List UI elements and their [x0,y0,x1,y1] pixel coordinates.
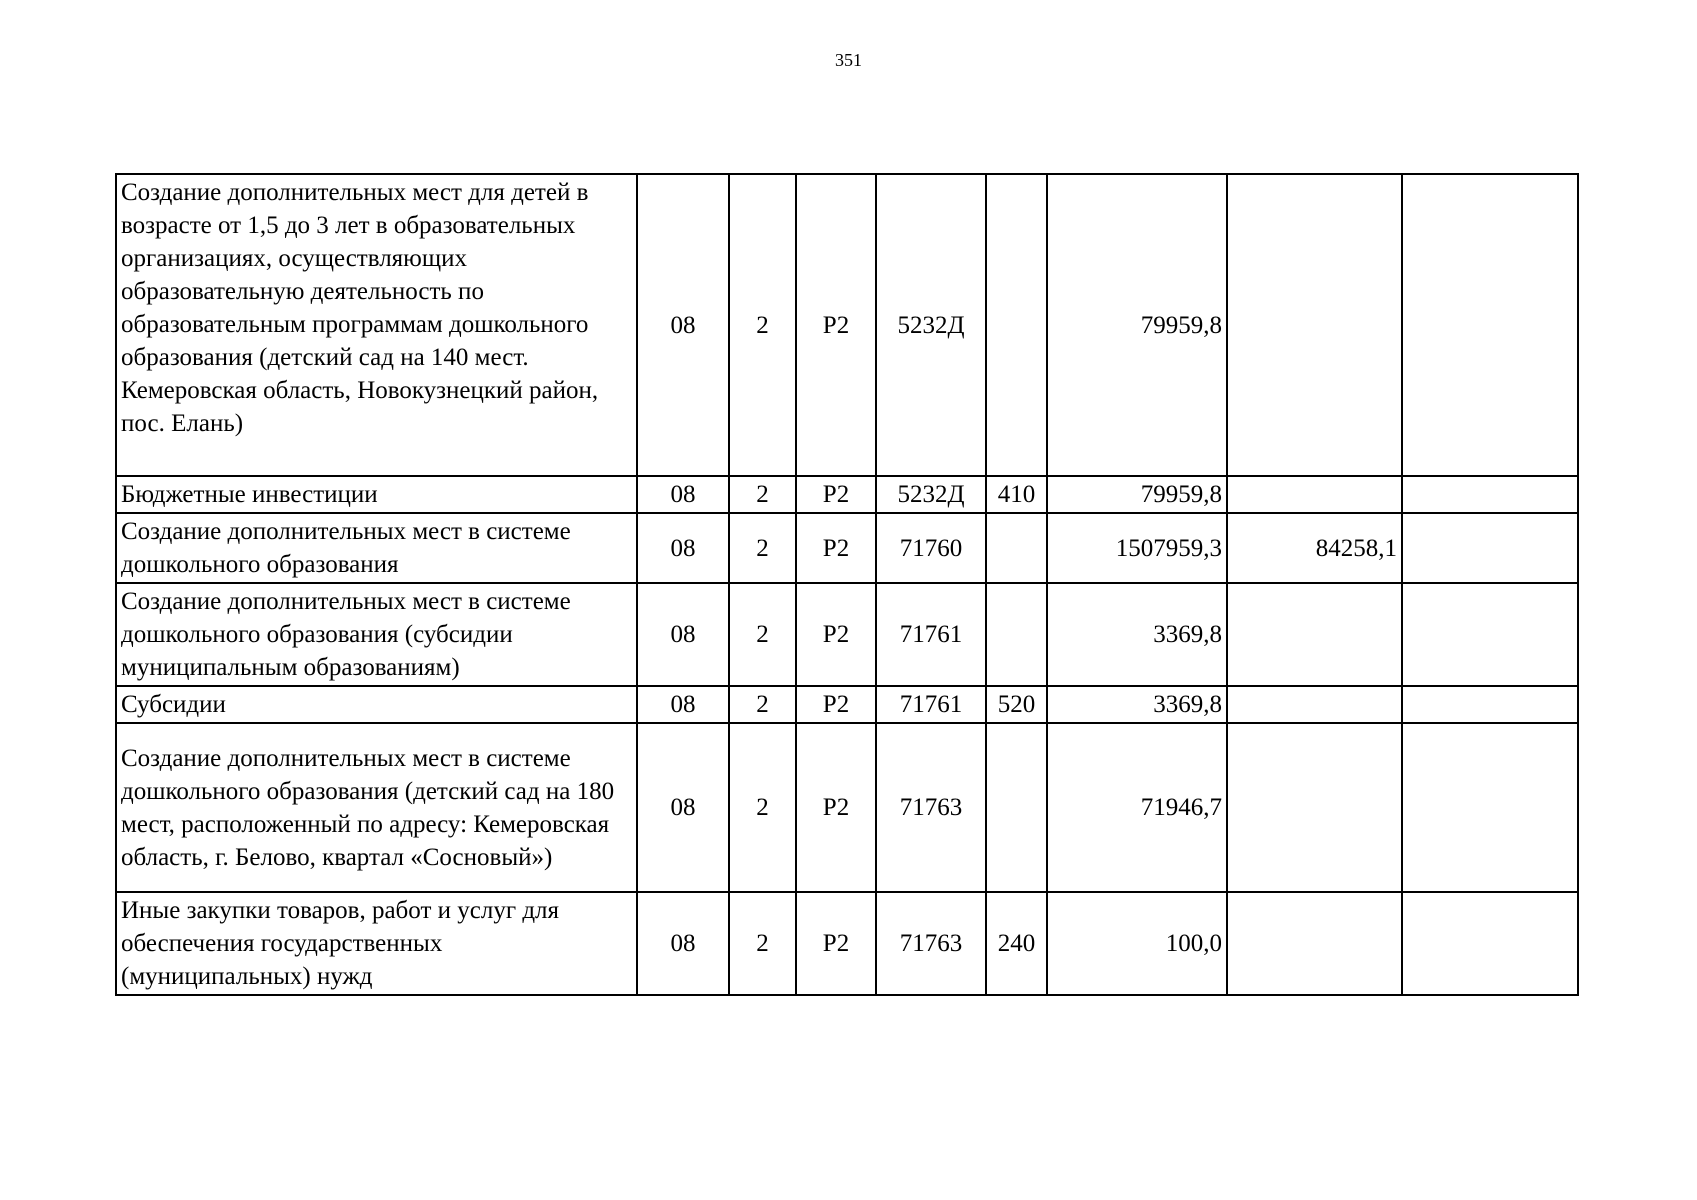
row-expense-type: 410 [986,476,1047,513]
row-sum-2 [1227,723,1402,892]
row-sum-3 [1402,513,1578,583]
row-name: Бюджетные инвестиции [116,476,637,513]
row-program: Р2 [796,686,876,723]
row-expense-type [986,583,1047,686]
row-sum-2 [1227,476,1402,513]
row-sum-2 [1227,174,1402,476]
table-row [116,892,1578,995]
row-sum-2 [1227,892,1402,995]
row-expense-type [986,723,1047,892]
row-program: Р2 [796,174,876,476]
row-section: 08 [637,513,729,583]
page-number: 351 [835,50,862,70]
row-name: Создание дополнительных мест в системе дошкольного образования [116,513,637,583]
row-direction: 71763 [876,892,986,995]
row-name: Создание дополнительных мест для детей в возрасте от 1,5 до 3 лет в образовательных организациях, осуществляющих образовательную деятельность по образовательным программам дошкольного образования (детский сад на 140 мест. Кемеровская область, Новокузнецкий район, пос. Елань) [116,174,637,476]
row-sum-3 [1402,723,1578,892]
row-name: Создание дополнительных мест в системе дошкольного образования (детский сад на 180 мест, расположенный по адресу: Кемеровская область, г. Белово, квартал «Сосновый») [116,723,637,892]
budget-table [115,173,1579,996]
row-direction: 71763 [876,723,986,892]
row-sum-1: 79959,8 [1047,476,1227,513]
row-sum-1: 3369,8 [1047,583,1227,686]
row-sum-2: 84258,1 [1227,513,1402,583]
row-direction: 71760 [876,513,986,583]
row-expense-type [986,174,1047,476]
row-direction: 5232Д [876,476,986,513]
row-section: 08 [637,686,729,723]
row-direction: 71761 [876,686,986,723]
row-direction: 5232Д [876,174,986,476]
row-program: Р2 [796,513,876,583]
row-program: Р2 [796,892,876,995]
row-expense-type: 240 [986,892,1047,995]
row-subsection: 2 [729,723,796,892]
row-expense-type: 520 [986,686,1047,723]
row-program: Р2 [796,723,876,892]
table-row [116,476,1578,513]
row-sum-3 [1402,583,1578,686]
row-section: 08 [637,892,729,995]
row-name: Иные закупки товаров, работ и услуг для обеспечения государственных (муниципальных) нужд [116,892,637,995]
row-subsection: 2 [729,513,796,583]
row-subsection: 2 [729,583,796,686]
table-row [116,686,1578,723]
row-subsection: 2 [729,476,796,513]
row-name: Создание дополнительных мест в системе дошкольного образования (субсидии муниципальным образованиям) [116,583,637,686]
row-sum-1: 71946,7 [1047,723,1227,892]
table-row [116,723,1578,892]
row-sum-2 [1227,686,1402,723]
row-direction: 71761 [876,583,986,686]
row-sum-1: 79959,8 [1047,174,1227,476]
row-sum-3 [1402,686,1578,723]
row-section: 08 [637,174,729,476]
table-row [116,513,1578,583]
row-section: 08 [637,723,729,892]
row-sum-3 [1402,476,1578,513]
row-sum-1: 3369,8 [1047,686,1227,723]
row-sum-1: 100,0 [1047,892,1227,995]
row-section: 08 [637,583,729,686]
row-section: 08 [637,476,729,513]
row-sum-3 [1402,892,1578,995]
row-program: Р2 [796,476,876,513]
row-name: Субсидии [116,686,637,723]
row-subsection: 2 [729,174,796,476]
table-row [116,174,1578,476]
row-subsection: 2 [729,686,796,723]
row-expense-type [986,513,1047,583]
row-sum-1: 1507959,3 [1047,513,1227,583]
row-program: Р2 [796,583,876,686]
row-sum-2 [1227,583,1402,686]
row-subsection: 2 [729,892,796,995]
row-sum-3 [1402,174,1578,476]
table-row [116,583,1578,686]
